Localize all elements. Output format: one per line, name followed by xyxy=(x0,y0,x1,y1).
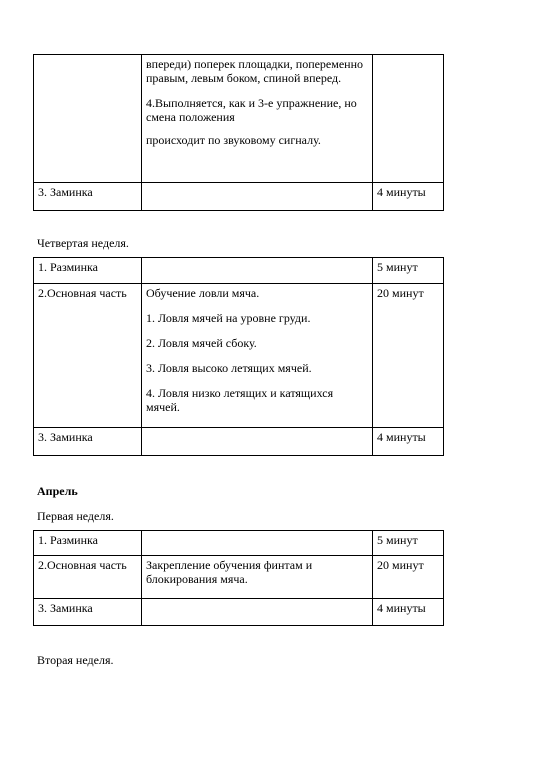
table-row xyxy=(34,428,444,456)
april-heading: Апрель xyxy=(37,484,78,498)
content-paragraph: 3. Ловля высоко летящих мячей. xyxy=(146,361,312,375)
content-paragraph: 4.Выполняется, как и 3-е упражнение, но смена положения xyxy=(146,96,357,124)
table-row xyxy=(34,599,444,626)
section-cell: 2.Основная часть xyxy=(34,284,142,428)
table-row xyxy=(34,531,444,556)
section-cell: 3. Заминка xyxy=(34,183,142,211)
duration-cell: 4 минуты xyxy=(373,428,444,456)
week2-heading: Вторая неделя. xyxy=(37,653,114,667)
duration-cell: 5 минут xyxy=(373,258,444,284)
week3-schedule-table xyxy=(33,54,444,211)
april-week1-schedule-table xyxy=(33,530,444,626)
content-paragraph: Обучение ловли мяча. xyxy=(146,286,260,300)
duration-cell: 20 минут xyxy=(373,556,444,599)
section-cell: 2.Основная часть xyxy=(34,556,142,599)
section-cell xyxy=(34,55,142,183)
content-paragraph: впереди) поперек площадки, попеременно правым, левым боком, спиной вперед. xyxy=(146,57,364,85)
duration-cell: 5 минут xyxy=(373,531,444,556)
section-cell: 3. Заминка xyxy=(34,428,142,456)
section-cell: 1. Разминка xyxy=(34,531,142,556)
content-cell xyxy=(142,284,373,428)
content-cell xyxy=(142,258,373,284)
table-row xyxy=(34,284,444,428)
week4-schedule-table xyxy=(33,257,444,456)
content-cell xyxy=(142,183,373,211)
content-paragraph: 2. Ловля мячей сбоку. xyxy=(146,336,257,350)
table-row xyxy=(34,55,444,183)
duration-cell: 4 минуты xyxy=(373,599,444,626)
content-paragraph: 4. Ловля низко летящих и катящихся мячей. xyxy=(146,386,334,414)
duration-cell: 4 минуты xyxy=(373,183,444,211)
duration-cell xyxy=(373,55,444,183)
duration-cell: 20 минут xyxy=(373,284,444,428)
table-row xyxy=(34,556,444,599)
week4-heading: Четвертая неделя. xyxy=(37,236,129,250)
table-row xyxy=(34,183,444,211)
content-paragraph: 1. Ловля мячей на уровне груди. xyxy=(146,311,311,325)
section-cell: 3. Заминка xyxy=(34,599,142,626)
content-cell xyxy=(142,599,373,626)
content-cell xyxy=(142,428,373,456)
content-cell: Закрепление обучения финтам и блокирования мяча. xyxy=(142,556,373,599)
section-cell: 1. Разминка xyxy=(34,258,142,284)
content-cell xyxy=(142,531,373,556)
week1-heading: Первая неделя. xyxy=(37,509,114,523)
content-paragraph: происходит по звуковому сигналу. xyxy=(146,133,321,147)
content-cell xyxy=(142,55,373,183)
table-row xyxy=(34,258,444,284)
